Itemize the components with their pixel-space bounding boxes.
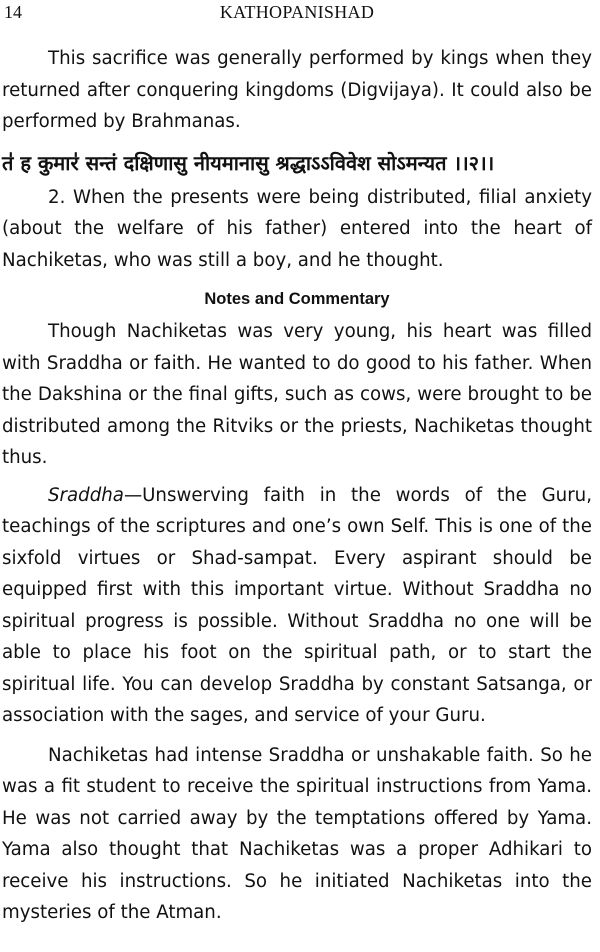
running-title: KATHOPANISHAD xyxy=(219,2,375,22)
section-heading: Notes and Commentary xyxy=(204,290,390,308)
page-number: 14 xyxy=(4,2,22,22)
paragraph-translation: 2. When the presents were being distributed, filial anxiety (about the welfare of his father) entered into the heart of Nachiketas, who was still a boy, and he thought. xyxy=(2,186,592,271)
page-header xyxy=(2,2,592,26)
sanskrit-verse: त॑ ह कुमार॑ सन्तं दक्षिणासु नीयमानासु श्रद्धाऽऽविवेश सोऽमन्यत ।।२।। xyxy=(2,150,495,175)
sraddha-term: Sraddha xyxy=(48,484,124,506)
paragraph-sraddha-definition xyxy=(2,480,592,732)
paragraph-commentary: Though Nachiketas was very young, his heart was filled with Sraddha or faith. He wanted to do good to his father. When the Dakshina or the final gifts, such as cows, were brought to be distributed among the Ritviks or the priests, Nachiketas thought thus. xyxy=(2,321,592,468)
paragraph-nachiketas-faith: Nachiketas had intense Sraddha or unshakable faith. So he was a fit student to receive the spiritual instructions from Yama. He was not carried away by the temptations offered by Yama. Yama also thought that Nachiketas was a proper Adhikari to receive his instructions. So he initiated Nachiketas into the mysteries of the Atman. xyxy=(2,744,592,923)
paragraph-sacrifice: This sacrifice was generally performed by kings when they returned after conquering kingdoms (Digvijaya). It could also be performed by Brahmanas. xyxy=(2,48,592,132)
sraddha-definition-text: —Unswerving faith in the words of the Guru, teachings of the scriptures and one’s own Self. This is one of the sixfold virtues or Shad-sampat. Every aspirant should be equipped first with this important virtue. Without Sraddha no spiritual progress is possible. Without Sraddha no one will be able to place his foot on the spiritual path, or to start the spiritual life. You can develop Sraddha by constant Satsanga, or association with the sages, and service of your Guru. xyxy=(2,484,592,726)
